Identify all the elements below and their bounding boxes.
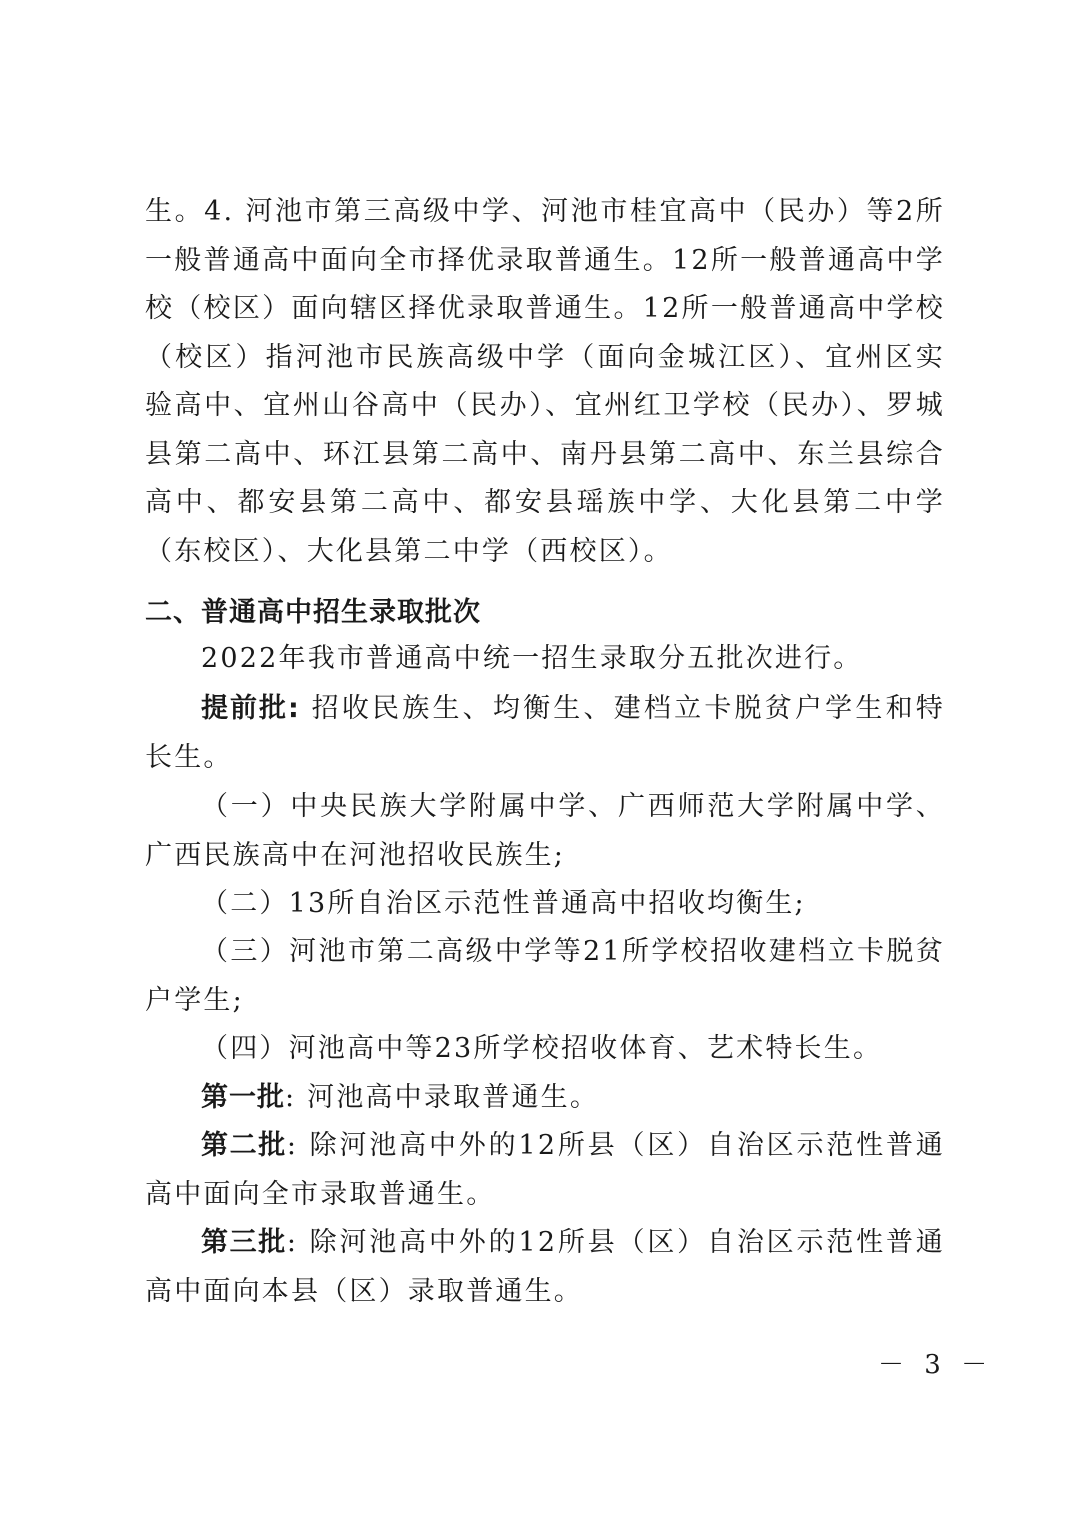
early-item-1: （一）中央民族大学附属中学、广西师范大学附属中学、广西民族高中在河池招收民族生; <box>145 791 945 871</box>
batch-one-paragraph <box>145 1074 945 1123</box>
page-number: － 3 － <box>878 1350 994 1380</box>
batch-three-text: : 除河池高中外的12所县（区）自治区示范性普通高中面向本县（区）录取普通生。 <box>145 1227 946 1307</box>
batch-two-paragraph <box>145 1122 945 1219</box>
batch-one-label: 第一批 <box>201 1082 285 1113</box>
early-item-2: （二）13所自治区示范性普通高中招收均衡生; <box>201 888 806 919</box>
batch-three-paragraph <box>145 1219 945 1316</box>
early-batch-paragraph <box>145 685 945 782</box>
summary-sentence: 2022年我市普通高中统一招生录取分五批次进行。 <box>201 643 863 674</box>
early-item-3: （三）河池市第二高级中学等21所学校招收建档立卡脱贫户学生; <box>145 936 945 1016</box>
batch-three-label: 第三批 <box>201 1227 287 1258</box>
section-heading: 二、普通高中招生录取批次 <box>145 597 481 628</box>
early-batch-text: 招收民族生、均衡生、建档立卡脱贫户学生和特长生。 <box>145 693 945 773</box>
batch-two-label: 第二批 <box>201 1130 287 1161</box>
intro-paragraph: 生。4. 河池市第三高级中学、河池市桂宜高中（民办）等2所一般普通高中面向全市择优录取普通生。12所一般普通高中学校（校区）面向辖区择优录取普通生。12所一般普通高中学校（校区）指河池市民族高级中学（面向金城江区）、宜州区实验高中、宜州山谷高中（民办）、宜州红卫学校（民办）、罗城县第二高中、环江县第二高中、南丹县第二高中、东兰县综合高中、都安县第二高中、都安县瑶族中学、大化县第二中学（东校区）、大化县第二中学（西校区）。 <box>145 196 945 567</box>
batch-two-text: : 除河池高中外的12所县（区）自治区示范性普通高中面向全市录取普通生。 <box>145 1130 946 1210</box>
batch-one-text: : 河池高中录取普通生。 <box>285 1082 600 1113</box>
early-batch-label: 提前批: <box>201 693 300 724</box>
early-item-4: （四）河池高中等23所学校招收体育、艺术特长生。 <box>201 1033 883 1064</box>
